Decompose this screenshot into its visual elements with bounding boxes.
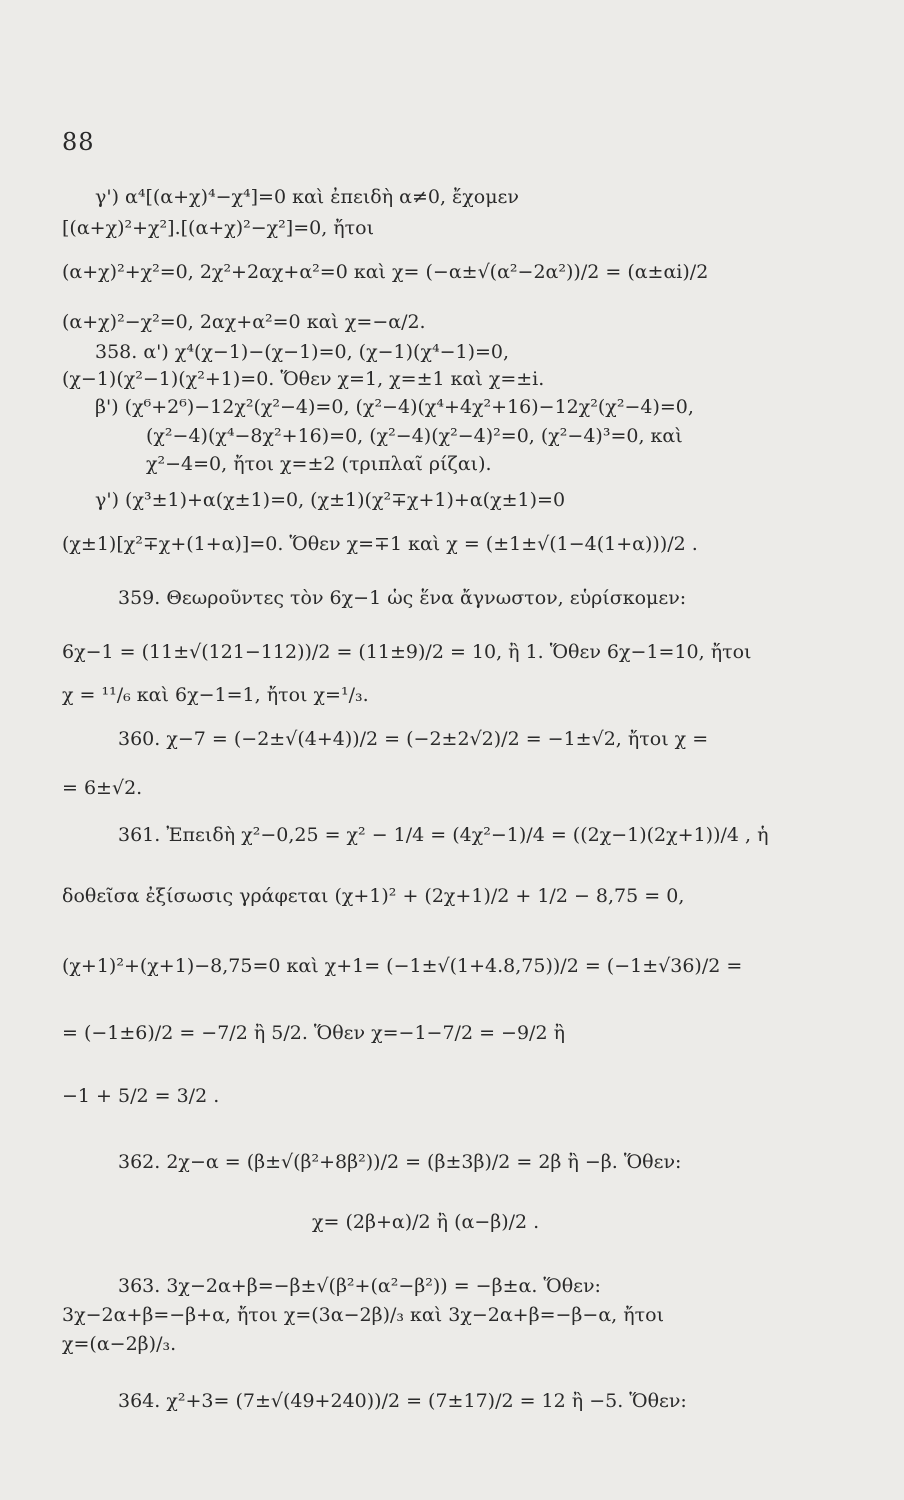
exercise-364: 364. χ²+3= (7±√(49+240))/2 = (7±17)/2 = 12 ἢ −5. Ὅθεν: [118,1390,687,1412]
text-line-7: β') (χ⁶+2⁶)−12χ²(χ²−4)=0, (χ²−4)(χ⁴+4χ²+16)−12χ²(χ²−4)=0, [95,396,694,418]
text-line-11: (χ±1)[χ²∓χ+(1+α)]=0. Ὅθεν χ=∓1 καὶ χ = (±1±√(1−4(1+α)))/2 . [62,533,698,555]
text-line-10: γ') (χ³±1)+α(χ±1)=0, (χ±1)(χ²∓χ+1)+α(χ±1)=0 [95,489,566,511]
text-line-16: = 6±√2. [62,777,143,799]
text-line-21: −1 + 5/2 = 3/2 . [62,1085,220,1107]
page-number: 88 [62,128,95,156]
exercise-359: 359. Θεωροῦντες τὸν 6χ−1 ὡς ἕνα ἄγνωστον, εὑρίσκομεν: [118,587,687,609]
text-line-8: (χ²−4)(χ⁴−8χ²+16)=0, (χ²−4)(χ²−4)²=0, (χ²−4)³=0, καὶ [146,425,683,447]
text-line-26: χ=(α−2β)/₃. [62,1333,177,1355]
text-line-14: χ = ¹¹/₆ καὶ 6χ−1=1, ἤτοι χ=¹/₃. [62,684,369,706]
exercise-362: 362. 2χ−α = (β±√(β²+8β²))/2 = (β±3β)/2 = 2β ἢ −β. Ὅθεν: [118,1151,682,1173]
exercise-360: 360. χ−7 = (−2±√(4+4))/2 = (−2±2√2)/2 = −1±√2, ἤτοι χ = [118,728,709,750]
text-line-4: (α+χ)²−χ²=0, 2αχ+α²=0 καὶ χ=−α/2. [62,311,426,333]
text-line-6: (χ−1)(χ²−1)(χ²+1)=0. Ὅθεν χ=1, χ=±1 καὶ χ=±i. [62,368,545,390]
text-line-9: χ²−4=0, ἤτοι χ=±2 (τριπλαῖ ρίζαι). [146,453,492,475]
text-line-13: 6χ−1 = (11±√(121−112))/2 = (11±9)/2 = 10, ἢ 1. Ὅθεν 6χ−1=10, ἤτοι [62,641,752,663]
text-line-25: 3χ−2α+β=−β+α, ἤτοι χ=(3α−2β)/₃ καὶ 3χ−2α+β=−β−α, ἤτοι [62,1304,665,1326]
text-line-20: = (−1±6)/2 = −7/2 ἢ 5/2. Ὅθεν χ=−1−7/2 = −9/2 ἢ [62,1022,565,1044]
text-line-23: χ= (2β+α)/2 ἢ (α−β)/2 . [312,1211,540,1233]
exercise-363: 363. 3χ−2α+β=−β±√(β²+(α²−β²)) = −β±α. Ὅθεν: [118,1275,601,1297]
text-line-19: (χ+1)²+(χ+1)−8,75=0 καὶ χ+1= (−1±√(1+4.8,75))/2 = (−1±√36)/2 = [62,955,743,977]
exercise-358: 358. α') χ⁴(χ−1)−(χ−1)=0, (χ−1)(χ⁴−1)=0, [95,341,510,363]
text-line-3: (α+χ)²+χ²=0, 2χ²+2αχ+α²=0 καὶ χ= (−α±√(α²−2α²))/2 = (α±αi)/2 [62,261,709,283]
text-line-2: [(α+χ)²+χ²].[(α+χ)²−χ²]=0, ἤτοι [62,217,375,239]
text-line-1: γ') α⁴[(α+χ)⁴−χ⁴]=0 καὶ ἐπειδὴ α≠0, ἔχομεν [95,186,519,208]
text-line-18: δοθεῖσα ἐξίσωσις γράφεται (χ+1)² + (2χ+1)/2 + 1/2 − 8,75 = 0, [62,885,685,907]
exercise-361: 361. Ἐπειδὴ χ²−0,25 = χ² − 1/4 = (4χ²−1)/4 = ((2χ−1)(2χ+1))/4 , ἡ [118,824,769,846]
